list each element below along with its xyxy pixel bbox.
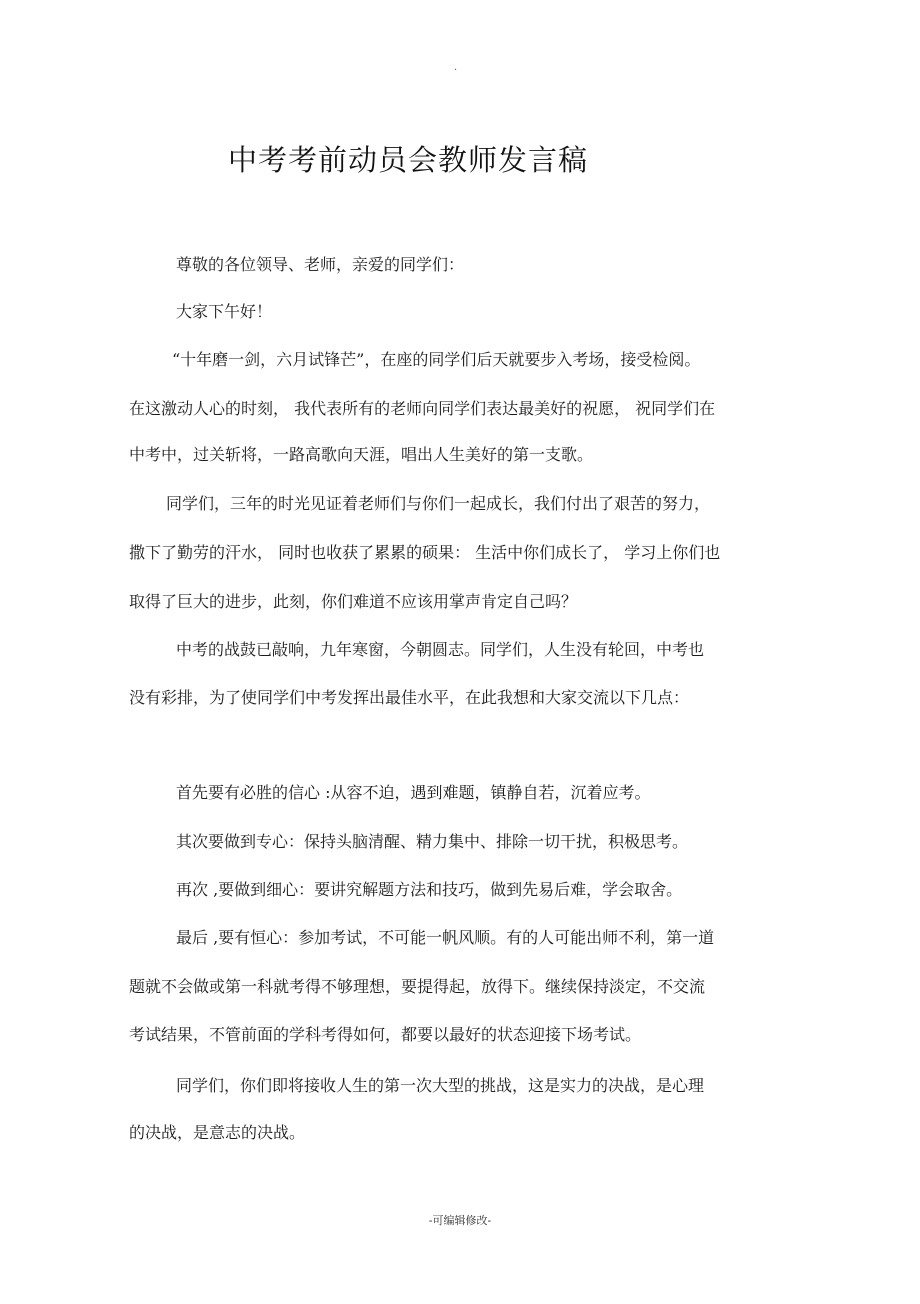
paragraph-line: 取得了巨大的进步，此刻，你们难道不应该用掌声肯定自己吗？ (129, 592, 578, 611)
paragraph-line: 其次要做到专心：保持头脑清醒、精力集中、排除一切干扰，积极思考。 (176, 832, 689, 851)
header-mark: . (454, 62, 458, 73)
paragraph-line: 再次 ,要做到细心：要讲究解题方法和技巧，做到先易后难，学会取舍。 (176, 880, 683, 899)
paragraph-line: 撒下了勤劳的汗水， 同时也收获了累累的硕果： 生活中你们成长了， 学习上你们也 (129, 543, 721, 562)
paragraph-line: “十年磨一剑，六月试锋芒”，在座的同学们后天就要步入考场，接受检阅。 (172, 350, 701, 369)
paragraph-line: 同学们，三年的时光见证着老师们与你们一起成长，我们付出了艰苦的努力， (166, 494, 711, 513)
paragraph-line: 在这激动人心的时刻， 我代表所有的老师向同学们表达最美好的祝愿， 祝同学们在 (129, 399, 716, 418)
paragraph-line: 的决战，是意志的决战。 (129, 1123, 306, 1142)
document-title: 中考考前动员会教师发言稿 (228, 143, 589, 177)
paragraph-line: 大家下午好！ (176, 302, 273, 321)
paragraph-line: 考试结果，不管前面的学科考得如何，都要以最好的状态迎接下场考试。 (129, 1025, 642, 1044)
paragraph-line: 没有彩排，为了使同学们中考发挥出最佳水平，在此我想和大家交流以下几点： (129, 688, 690, 707)
footer-note: -可编辑修改- (428, 1214, 492, 1227)
paragraph-line: 题就不会做或第一科就考得不够理想，要提得起，放得下。继续保持淡定，不交流 (129, 977, 706, 996)
paragraph-line: 最后 ,要有恒心：参加考试，不可能一帆风顺。有的人可能出师不利，第一道 (176, 928, 715, 947)
paragraph-line: 中考中，过关斩将，一路高歌向天涯，唱出人生美好的第一支歌。 (129, 445, 594, 464)
paragraph-line: 首先要有必胜的信心 :从容不迫，遇到难题，镇静自若，沉着应考。 (176, 783, 651, 802)
paragraph-line: 尊敬的各位领导、老师，亲爱的同学们： (176, 255, 465, 274)
paragraph-line: 中考的战鼓已敲响，九年寒窗，今朝圆志。同学们，人生没有轮回，中考也 (176, 640, 705, 659)
paragraph-line: 同学们，你们即将接收人生的第一次大型的挑战，这是实力的决战，是心理 (176, 1076, 705, 1095)
